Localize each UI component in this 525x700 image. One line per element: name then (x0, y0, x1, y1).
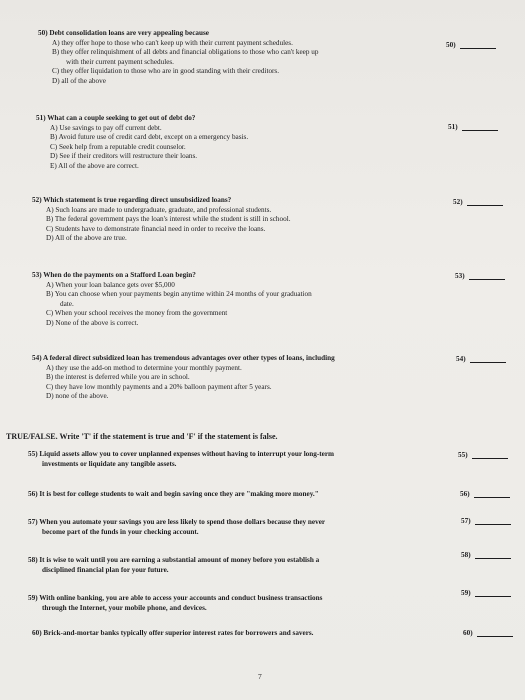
answer-label: 59) (461, 589, 471, 597)
option-d: D) All of the above are true. (46, 234, 127, 243)
answer-label: 57) (461, 517, 471, 525)
tf-statement: 55) Liquid assets allow you to cover unplanned expenses without having to interrupt your long-term (28, 450, 335, 458)
tf-item-57 (28, 518, 325, 537)
tf-statement: 57) When you automate your savings you are less likely to spend those dollars because they never (28, 518, 326, 526)
answer-blank-52[interactable] (453, 197, 503, 206)
question-52 (32, 196, 291, 244)
answer-label: 55) (458, 451, 468, 459)
answer-blank-56[interactable] (460, 489, 510, 498)
answer-blank-54[interactable] (456, 354, 506, 363)
option-d: D) See if their creditors will restructure their loans. (50, 152, 198, 161)
option-a: A) they use the add-on method to determine your monthly payment. (46, 363, 242, 372)
page-number: 7 (258, 672, 262, 681)
question-stem: 53) When do the payments on a Stafford Loan begin? (32, 271, 196, 279)
question-stem: 51) What can a couple seeking to get out of debt do? (36, 114, 196, 122)
answer-blank-55[interactable] (458, 450, 508, 459)
tf-statement: 58) It is wise to wait until you are earning a substantial amount of money before you establish a (28, 556, 320, 564)
answer-label: 53) (455, 272, 465, 280)
tf-item-58 (28, 556, 319, 575)
tf-statement-continued: investments or liquidate any tangible assets. (42, 459, 177, 468)
tf-statement-continued: disciplined financial plan for your future. (42, 565, 169, 574)
option-b: B) You can choose when your payments begin anytime within 24 months of your graduation (46, 290, 312, 299)
option-b-continued: date. (60, 299, 74, 308)
tf-item-55 (28, 450, 334, 469)
tf-statement-continued: become part of the funds in your checking account. (42, 527, 199, 536)
option-b: B) they offer relinquishment of all debts and financial obligations to those who can't keep up (52, 48, 319, 57)
tf-statement: 59) With online banking, you are able to access your accounts and conduct business transactions (28, 594, 323, 602)
question-51 (36, 114, 248, 172)
option-a: A) they offer hope to those who can't keep up with their current payment schedules. (52, 38, 293, 47)
answer-label: 50) (446, 41, 456, 49)
option-c: C) Students have to demonstrate financial need in order to receive the loans. (46, 224, 266, 233)
question-53 (32, 271, 312, 329)
option-d: D) all of the above (52, 76, 106, 85)
answer-blank-50[interactable] (446, 40, 496, 49)
answer-label: 54) (456, 355, 466, 363)
option-a: A) When your loan balance gets over $5,000 (46, 280, 175, 289)
option-c: C) they have low monthly payments and a 20% balloon payment after 5 years. (46, 382, 272, 391)
answer-label: 58) (461, 551, 471, 559)
answer-blank-53[interactable] (455, 271, 505, 280)
question-50 (38, 29, 318, 87)
tf-item-56 (28, 490, 319, 500)
tf-statement: 60) Brick-and-mortar banks typically offer superior interest rates for borrowers and savers. (32, 629, 314, 637)
option-c: C) When your school receives the money from the government (46, 309, 228, 318)
option-b: B) Avoid future use of credit card debt, except on a emergency basis. (50, 133, 249, 142)
tf-statement: 56) It is best for college students to wait and begin saving once they are "making more money." (28, 490, 319, 498)
question-stem: 54) A federal direct subsidized loan has tremendous advantages over other types of loans, including (32, 354, 335, 362)
option-b: B) The federal government pays the loan's interest while the student is still in school. (46, 215, 291, 224)
question-54 (32, 354, 335, 402)
section-title: TRUE/FALSE. Write 'T' if the statement is true and 'F' if the statement is false. (6, 432, 278, 441)
question-stem: 50) Debt consolidation loans are very appealing because (38, 29, 209, 37)
option-e: E) All of the above are correct. (50, 161, 139, 170)
answer-blank-57[interactable] (461, 516, 511, 525)
answer-blank-58[interactable] (461, 550, 511, 559)
question-stem: 52) Which statement is true regarding direct unsubsidized loans? (32, 196, 232, 204)
tf-statement-continued: through the Internet, your mobile phone, and devices. (42, 603, 207, 612)
tf-item-59 (28, 594, 322, 613)
option-c: C) they offer liquidation to those who are in good standing with their creditors. (52, 67, 280, 76)
answer-blank-59[interactable] (461, 588, 511, 597)
answer-blank-51[interactable] (448, 122, 498, 131)
answer-label: 56) (460, 490, 470, 498)
answer-label: 52) (453, 198, 463, 206)
answer-blank-60[interactable] (463, 628, 513, 637)
option-a: A) Use savings to pay off current debt. (50, 123, 162, 132)
option-c: C) Seek help from a reputable credit counselor. (50, 142, 186, 151)
answer-label: 60) (463, 629, 473, 637)
option-b-continued: with their current payment schedules. (66, 57, 174, 66)
option-d: D) none of the above. (46, 392, 109, 401)
tf-item-60 (32, 629, 313, 639)
option-b: B) the interest is deferred while you are in school. (46, 373, 190, 382)
answer-label: 51) (448, 123, 458, 131)
option-d: D) None of the above is correct. (46, 318, 139, 327)
option-a: A) Such loans are made to undergraduate, graduate, and professional students. (46, 205, 272, 214)
